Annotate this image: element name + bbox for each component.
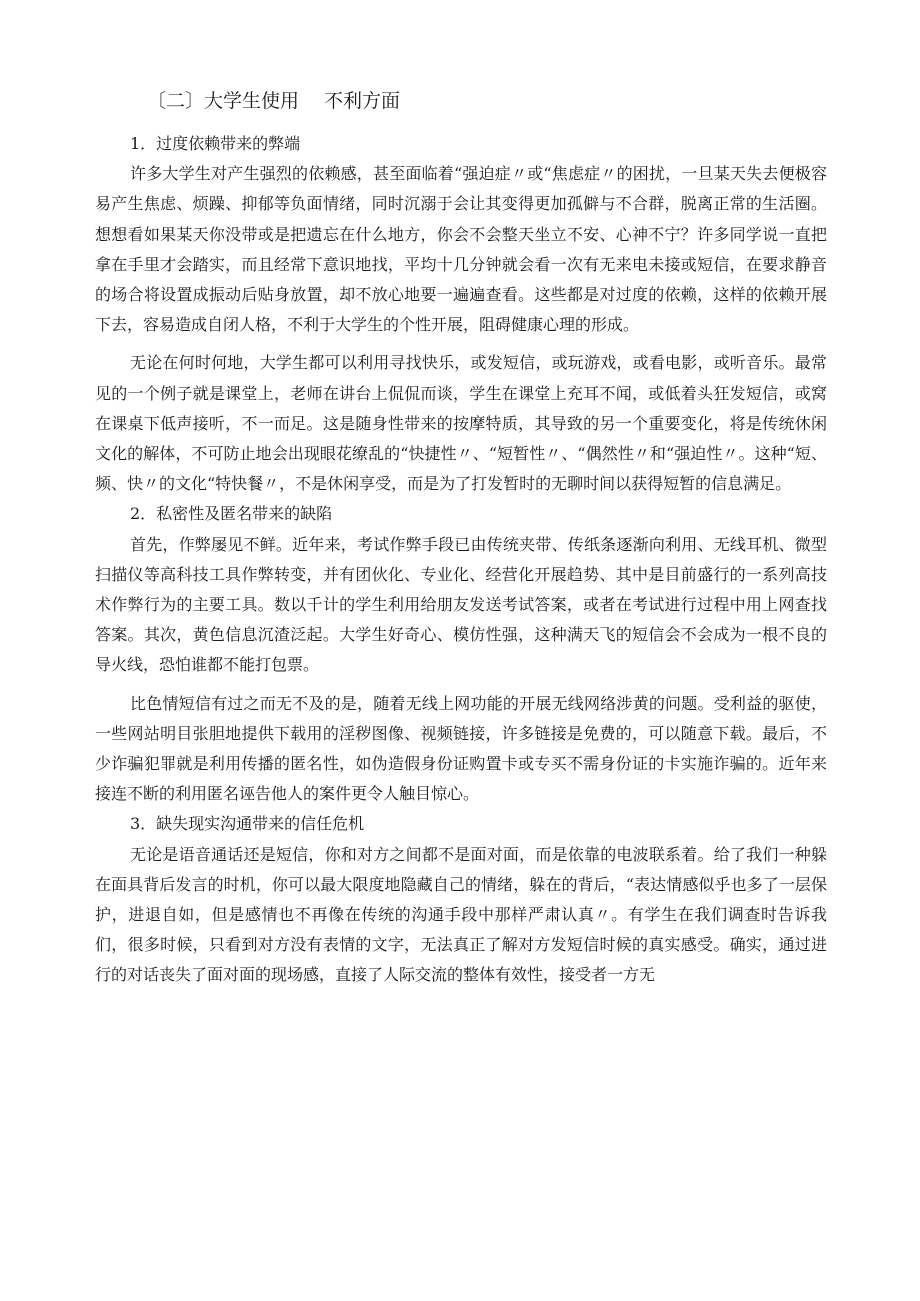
subheading-2: 2．私密性及匿名带来的缺陷	[130, 504, 333, 524]
document-body	[95, 129, 827, 991]
paragraph: 许多大学生对产生强烈的依赖感，甚至面临着“强迫症〃或“焦虑症〃的困扰，一旦某天失去便极容易产生焦虑、烦躁、抑郁等负面情绪，同时沉溺于会让其变得更加孤僻与不合群，脱离正常的生活圈。想想看如果某天你没带或是把遗忘在什么地方，你会不会整天坐立不安、心神不宁？许多同学说一直把拿在手里才会踏实，而且经常下意识地找，平均十几分钟就会看一次有无来电未接或短信，在要求静音的场合将设置成振动后贴身放置，却不放心地要一遍遍查看。这些都是对过度的依赖，这样的依赖开展下去，容易造成自闭人格，不利于大学生的个性开展，阻碍健康心理的形成。	[95, 164, 827, 335]
section-title: 〔二〕大学生使用 不利方面	[147, 90, 401, 112]
paragraph: 无论是语音通话还是短信，你和对方之间都不是面对面，而是依靠的电波联系着。给了我们一种躲在面具背后发言的时机，你可以最大限度地隐藏自己的情绪，躲在的背后，“表达情感似乎也多了一层保护，进退自如，但是感情也不再像在传统的沟通手段中那样严肃认真〃。有学生在我们调查时告诉我们，很多时候，只看到对方没有表情的文字，无法真正了解对方发短信时候的真实感受。确实，通过进行的对话丧失了面对面的现场感，直接了人际交流的整体有效性，接受者一方无	[95, 844, 827, 985]
paragraph-gap	[95, 340, 827, 348]
paragraph-gap	[95, 681, 827, 689]
paragraph: 首先，作弊屡见不鲜。近年来，考试作弊手段已由传统夹带、传纸条逐渐向利用、无线耳机、微型扫描仪等高科技工具作弊转变，并有团伙化、专业化、经营化开展趋势、其中是目前盛行的一系列高技术作弊行为的主要工具。数以千计的学生利用给朋友发送考试答案，或者在考试进行过程中用上网查找答案。其次，黄色信息沉渣泛起。大学生好奇心、模仿性强，这种满天飞的短信会不会成为一根不良的导火线，恐怕谁都不能打包票。	[95, 534, 827, 675]
paragraph: 比色情短信有过之而无不及的是，随着无线上网功能的开展无线网络涉黄的问题。受利益的驱使，一些网站明目张胆地提供下载用的淫秽图像、视频链接，许多链接是免费的，可以随意下载。最后，不少诈骗犯罪就是利用传播的匿名性，如伪造假身份证购置卡或专买不需身份证的卡实施诈骗的。近年来接连不断的利用匿名诬告他人的案件更令人触目惊心。	[95, 693, 827, 804]
subheading-3: 3．缺失现实沟通带来的信任危机	[130, 814, 365, 834]
paragraph: 无论在何时何地，大学生都可以利用寻找快乐，或发短信，或玩游戏，或看电影，或听音乐。最常见的一个例子就是课堂上，老师在讲台上侃侃而谈，学生在课堂上充耳不闻，或低着头狂发短信，或窝在课桌下低声接听，不一而足。这是随身性带来的按摩特质，其导致的另一个重要变化，将是传统休闲文化的解体，不可防止地会出现眼花缭乱的“快捷性〃、“短暂性〃、“偶然性〃和“强迫性〃。这种“短、频、快〃的文化“特快餐〃，不是休闲享受，而是为了打发暂时的无聊时间以获得短暂的信息满足。	[95, 353, 827, 494]
subheading-1: 1．过度依赖带来的弊端	[130, 134, 301, 153]
